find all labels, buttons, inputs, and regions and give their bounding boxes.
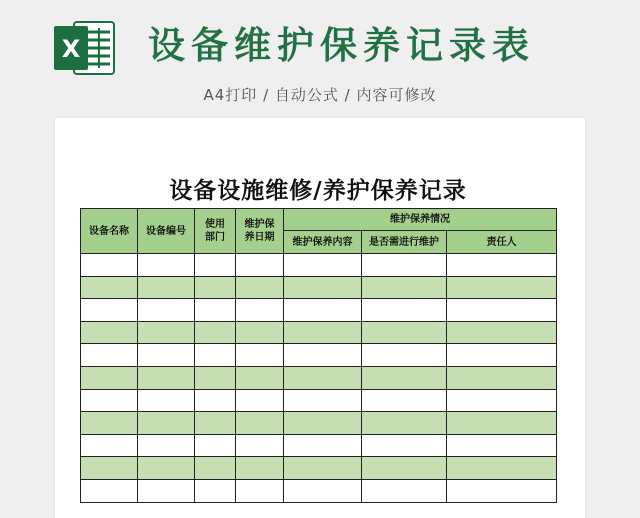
table-cell[interactable]: [447, 412, 557, 435]
table-cell[interactable]: [284, 434, 362, 457]
table-cell[interactable]: [447, 254, 557, 277]
table-cell[interactable]: [81, 366, 138, 389]
table-cell[interactable]: [362, 479, 447, 502]
table-cell[interactable]: [81, 434, 138, 457]
table-cell[interactable]: [447, 389, 557, 412]
table-cell[interactable]: [195, 254, 236, 277]
col-header-owner[interactable]: 责任人: [447, 231, 557, 254]
table-cell[interactable]: [362, 434, 447, 457]
table-row: [81, 299, 557, 322]
table-cell[interactable]: [284, 479, 362, 502]
table-cell[interactable]: [138, 389, 195, 412]
table-cell[interactable]: [447, 299, 557, 322]
table-cell[interactable]: [236, 457, 284, 480]
table-cell[interactable]: [138, 366, 195, 389]
table-cell[interactable]: [236, 434, 284, 457]
table-cell[interactable]: [81, 479, 138, 502]
table-cell[interactable]: [284, 276, 362, 299]
table-row: [81, 479, 557, 502]
col-header-need-maint[interactable]: 是否需进行维护: [362, 231, 447, 254]
table-row: [81, 344, 557, 367]
table-row: [81, 321, 557, 344]
table-cell[interactable]: [195, 457, 236, 480]
excel-logo-icon: [52, 18, 116, 78]
table-cell[interactable]: [284, 389, 362, 412]
table-cell[interactable]: [81, 457, 138, 480]
table-cell[interactable]: [362, 457, 447, 480]
table-cell[interactable]: [447, 321, 557, 344]
table-cell[interactable]: [81, 299, 138, 322]
table-cell[interactable]: [362, 276, 447, 299]
table-cell[interactable]: [138, 321, 195, 344]
table-cell[interactable]: [195, 299, 236, 322]
table-cell[interactable]: [81, 412, 138, 435]
col-header-use-dept[interactable]: 使用 部门: [195, 209, 236, 254]
table-cell[interactable]: [138, 479, 195, 502]
table-cell[interactable]: [195, 389, 236, 412]
col-header-maint-date[interactable]: 维护保 养日期: [236, 209, 284, 254]
table-row: [81, 254, 557, 277]
table-cell[interactable]: [362, 344, 447, 367]
table-cell[interactable]: [195, 434, 236, 457]
col-header-device-name[interactable]: 设备名称: [81, 209, 138, 254]
sheet-title: 设备设施维修/养护保养记录: [169, 178, 467, 204]
table-cell[interactable]: [284, 299, 362, 322]
table-cell[interactable]: [447, 276, 557, 299]
table-cell[interactable]: [195, 412, 236, 435]
table-cell[interactable]: [236, 276, 284, 299]
table-cell[interactable]: [138, 254, 195, 277]
table-cell[interactable]: [138, 412, 195, 435]
table-cell[interactable]: [195, 479, 236, 502]
col-header-group-maint-status[interactable]: 维护保养情况: [284, 209, 557, 231]
table-cell[interactable]: [81, 276, 138, 299]
table-cell[interactable]: [362, 254, 447, 277]
table-row: [81, 457, 557, 480]
table-cell[interactable]: [362, 366, 447, 389]
table-cell[interactable]: [138, 276, 195, 299]
table-cell[interactable]: [284, 344, 362, 367]
table-cell[interactable]: [362, 321, 447, 344]
table-row: [81, 434, 557, 457]
table-cell[interactable]: [236, 412, 284, 435]
table-body: [81, 254, 557, 503]
table-cell[interactable]: [81, 254, 138, 277]
table-cell[interactable]: [236, 389, 284, 412]
table-cell[interactable]: [284, 412, 362, 435]
table-cell[interactable]: [362, 389, 447, 412]
table-cell[interactable]: [447, 344, 557, 367]
table-row: [81, 276, 557, 299]
table-cell[interactable]: [138, 434, 195, 457]
table-cell[interactable]: [138, 344, 195, 367]
spreadsheet: [80, 172, 556, 512]
table-cell[interactable]: [195, 344, 236, 367]
table-cell[interactable]: [236, 321, 284, 344]
table-cell[interactable]: [195, 321, 236, 344]
col-header-device-no[interactable]: 设备编号: [138, 209, 195, 254]
table-cell[interactable]: [236, 366, 284, 389]
table-cell[interactable]: [236, 479, 284, 502]
banner-title: 设备维护保养记录表: [148, 24, 535, 67]
banner-subtitle: A4打印 / 自动公式 / 内容可修改: [203, 86, 437, 104]
table-row: [81, 389, 557, 412]
record-table: [80, 208, 557, 503]
table-cell[interactable]: [81, 321, 138, 344]
table-cell[interactable]: [236, 344, 284, 367]
col-header-content[interactable]: 维护保养内容: [284, 231, 362, 254]
table-cell[interactable]: [447, 457, 557, 480]
table-cell[interactable]: [447, 366, 557, 389]
table-row: [81, 412, 557, 435]
table-cell[interactable]: [81, 344, 138, 367]
table-cell[interactable]: [362, 412, 447, 435]
table-cell[interactable]: [195, 276, 236, 299]
table-cell[interactable]: [138, 299, 195, 322]
table-cell[interactable]: [236, 254, 284, 277]
table-cell[interactable]: [284, 321, 362, 344]
table-cell[interactable]: [195, 366, 236, 389]
table-cell[interactable]: [447, 434, 557, 457]
table-cell[interactable]: [138, 457, 195, 480]
table-cell[interactable]: [236, 299, 284, 322]
table-cell[interactable]: [362, 299, 447, 322]
table-cell[interactable]: [284, 254, 362, 277]
svg-text:X: X: [61, 35, 81, 63]
table-cell[interactable]: [284, 366, 362, 389]
table-cell[interactable]: [81, 389, 138, 412]
table-cell[interactable]: [284, 457, 362, 480]
table-cell[interactable]: [447, 479, 557, 502]
table-row: [81, 366, 557, 389]
